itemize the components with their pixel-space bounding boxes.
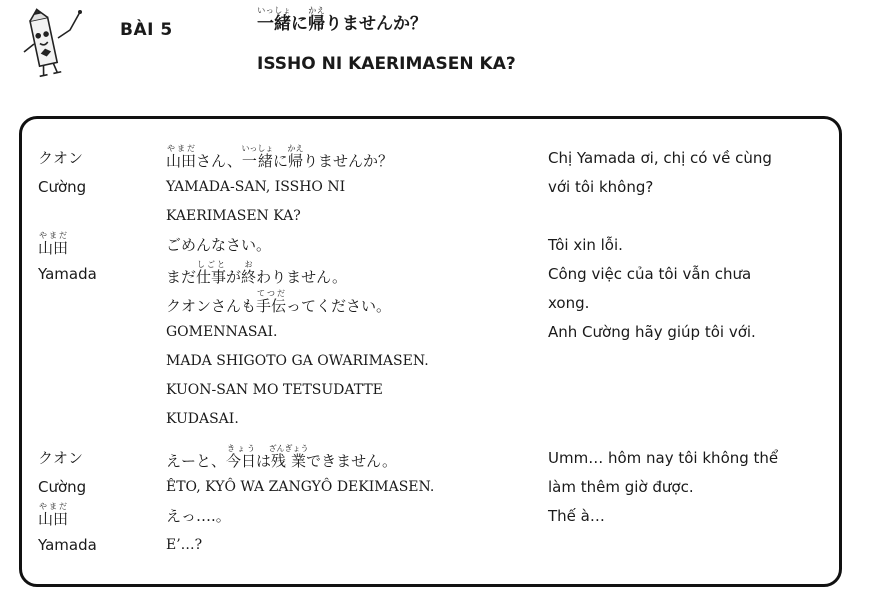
line1-japanese: 山田やまださん、一緒いっしょに帰かえりませんか？ (166, 144, 393, 170)
title-word-issho: 一緒いっしょ (257, 6, 291, 34)
line3-vietnamese-a: Umm… hôm nay tôi không thể (548, 449, 779, 467)
line2-vietnamese-d: Anh Cường hãy giúp tôi với. (548, 323, 756, 341)
line4-romaji: E’…? (166, 537, 203, 553)
dialogue-box (19, 116, 842, 587)
title-word-kae: 帰かえ (308, 6, 325, 34)
speaker-yamada-en-2: Yamada (38, 536, 97, 554)
pencil-mascot-illustration (14, 8, 86, 82)
speaker-yamada-kanji-2: 山田やまだ (38, 502, 69, 528)
line2-romaji-a: GOMENNASAI. (166, 324, 278, 340)
speaker-kuon-jp: クオン (38, 149, 84, 167)
line4-vietnamese: Thế à… (548, 507, 605, 525)
line1-vietnamese-a: Chị Yamada ơi, chị có về cùng (548, 149, 772, 167)
line2-romaji-c: KUON-SAN MO TETSUDATTE (166, 382, 383, 398)
lesson-number: BÀI 5 (120, 20, 173, 40)
line2-romaji-b: MADA SHIGOTO GA OWARIMASEN. (166, 353, 429, 369)
speaker-yamada-en: Yamada (38, 265, 97, 283)
line1-romaji-b: KAERIMASEN KA? (166, 208, 301, 224)
line2-vietnamese-c: xong. (548, 294, 590, 312)
line2-romaji-d: KUDASAI. (166, 411, 239, 427)
lesson-title-japanese (257, 6, 427, 34)
line4-japanese: えっ….。 (166, 507, 231, 525)
speaker-yamada-kanji: 山田やまだ (38, 231, 69, 257)
line2-japanese-c: クオンさんも手伝てつだってください。 (166, 289, 392, 315)
line3-romaji: ÊTO, KYÔ WA ZANGYÔ DEKIMASEN. (166, 479, 435, 495)
title-particle-ni: に (291, 14, 308, 34)
title-tail: りませんか？ (325, 14, 427, 34)
line2-japanese-b: まだ仕事しごとが終おわりません。 (166, 260, 347, 286)
speaker-kuon-jp-2: クオン (38, 449, 84, 467)
line2-japanese-a: ごめんなさい。 (166, 236, 272, 254)
speaker-kuon-vi: Cường (38, 178, 87, 196)
speaker-kuon-vi-2: Cường (38, 478, 87, 496)
lesson-title-romaji: ISSHO NI KAERIMASEN KA? (257, 54, 516, 74)
line2-vietnamese-b: Công việc của tôi vẫn chưa (548, 265, 752, 283)
line2-vietnamese-a: Tôi xin lỗi. (548, 236, 623, 254)
line3-japanese: えーと、今日きょうは残業ざんぎょうできません。 (166, 444, 397, 470)
line1-vietnamese-b: với tôi không? (548, 178, 654, 196)
line1-romaji-a: YAMADA-SAN, ISSHO NI (166, 179, 346, 195)
line3-vietnamese-b: làm thêm giờ được. (548, 478, 694, 496)
